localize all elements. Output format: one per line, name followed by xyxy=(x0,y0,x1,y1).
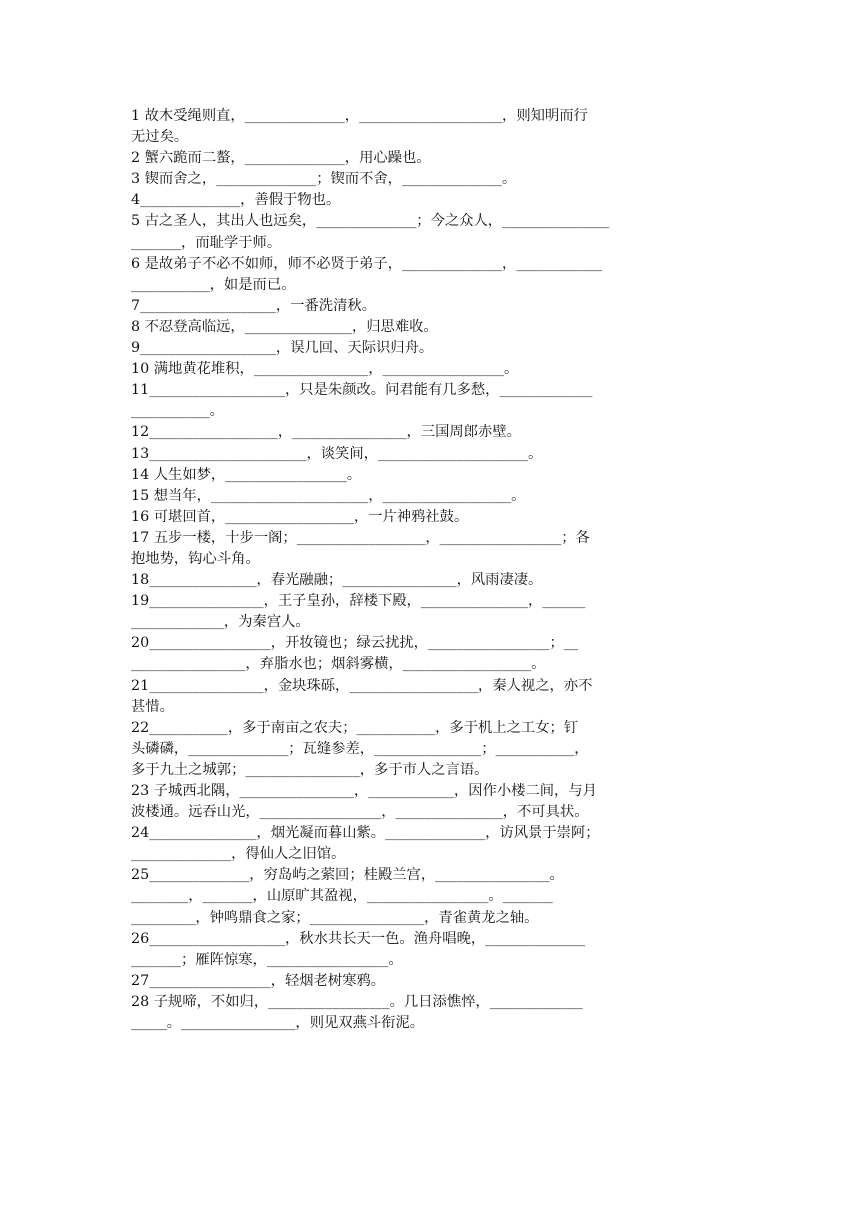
text-line: 无过矣。 xyxy=(131,129,189,146)
text-line: 6 是故弟子不必不如师，师不必贤于弟子，______________，____________ xyxy=(131,255,603,272)
text-line: 23 子城西北隅，________________，____________，因作小楼二间，与月 xyxy=(131,783,597,799)
text-line: 2 蟹六跪而二螯，______________，用心躁也。 xyxy=(131,150,431,167)
document-page xyxy=(131,106,731,1034)
text-line: ______________，得仙人之旧馆。 xyxy=(131,846,346,863)
text-line: 18_______________，春光融融；________________，风雨凄凄。 xyxy=(131,572,543,589)
text-line: 28 子规啼，不如归，_________________。几日添憔悴，_____________ xyxy=(131,993,583,1010)
text-line: 头磷磷，______________；瓦缝参差，_______________；___________， xyxy=(131,740,589,757)
text-line: 22___________，多于南亩之农夫；___________，多于机上之工女；钉 xyxy=(131,719,579,736)
text-line: 27_________________，轻烟老树寒鸦。 xyxy=(131,972,386,989)
text-line: 10 满地黄花堆积，________________，_________________。 xyxy=(131,361,519,378)
text-line: 多于九土之城郭；________________，多于市人之言语。 xyxy=(131,761,489,778)
text-line: _______，而耻学于师。 xyxy=(131,234,282,251)
text-line: 14 人生如梦，_________________。 xyxy=(131,466,362,483)
text-line: 1 故木受绳则直，______________，____________________，则知明而行 xyxy=(131,108,588,124)
text-line: 16 可堪回首，__________________，一片神鸦社鼓。 xyxy=(131,508,469,525)
text-line: 7___________________，一番洗清秋。 xyxy=(131,297,376,314)
text-line: 9___________________，误几回、天际识归舟。 xyxy=(131,340,434,357)
text-line: 21________________，金块珠砾，__________________，秦人视之，亦不 xyxy=(131,677,593,694)
text-line: ___________。 xyxy=(131,403,224,420)
text-line: 15 想当年，______________________，__________________。 xyxy=(131,487,526,504)
text-line: 26___________________，秋水共长天一色。渔舟唱晚，______________ xyxy=(131,930,586,947)
text-line: 波楼通。远吞山光，_________________，_______________，不可具状。 xyxy=(131,804,589,821)
text-line: 19________________，王子皇孙，辞楼下殿，_______________，______ xyxy=(131,593,586,610)
text-line: 12__________________，________________，三国周郎赤壁。 xyxy=(131,424,521,441)
text-line: ___________，如是而已。 xyxy=(131,276,296,293)
text-line: 20_________________，开妆镜也；绿云扰扰，_________________；__ xyxy=(131,635,579,652)
text-line: _________，钟鸣鼎食之家；________________，青雀黄龙之轴。 xyxy=(131,909,539,926)
text-line: 11___________________，只是朱颜改。问君能有几多愁，_____________ xyxy=(131,382,593,399)
text-line: 5 古之圣人，其出人也远矣，______________；今之众人，_______________ xyxy=(131,213,610,230)
text-line: 甚惜。 xyxy=(131,698,174,715)
text-line: 3 锲而舍之，______________；锲而不舍，______________。 xyxy=(131,171,517,188)
text-line: ________，_______，山原旷其盈视，_________________。_______ xyxy=(131,888,553,905)
text-line: 13______________________，谈笑间，_____________________。 xyxy=(131,445,543,462)
text-line: _______；雁阵惊寒，_________________。 xyxy=(131,951,403,968)
text-line: 24_______________，烟光凝而暮山紫。______________，访风景于崇阿； xyxy=(131,825,600,842)
text-line: 25______________，穷岛屿之萦回；桂殿兰宫，________________。 xyxy=(131,867,564,884)
text-line: _____。________________，则见双燕斗衔泥。 xyxy=(131,1015,425,1032)
text-line: 抱地势，钩心斗角。 xyxy=(131,550,260,567)
text-line: 17 五步一楼，十步一阁；__________________，_________________；各 xyxy=(131,529,590,546)
text-line: 4______________，善假于物也。 xyxy=(131,192,341,209)
text-line: ________________，弃脂水也；烟斜雾横，__________________。 xyxy=(131,656,546,673)
text-line: 8 不忍登高临远，_______________，归思难收。 xyxy=(131,318,438,335)
text-line: _____________，为秦宫人。 xyxy=(131,614,310,631)
